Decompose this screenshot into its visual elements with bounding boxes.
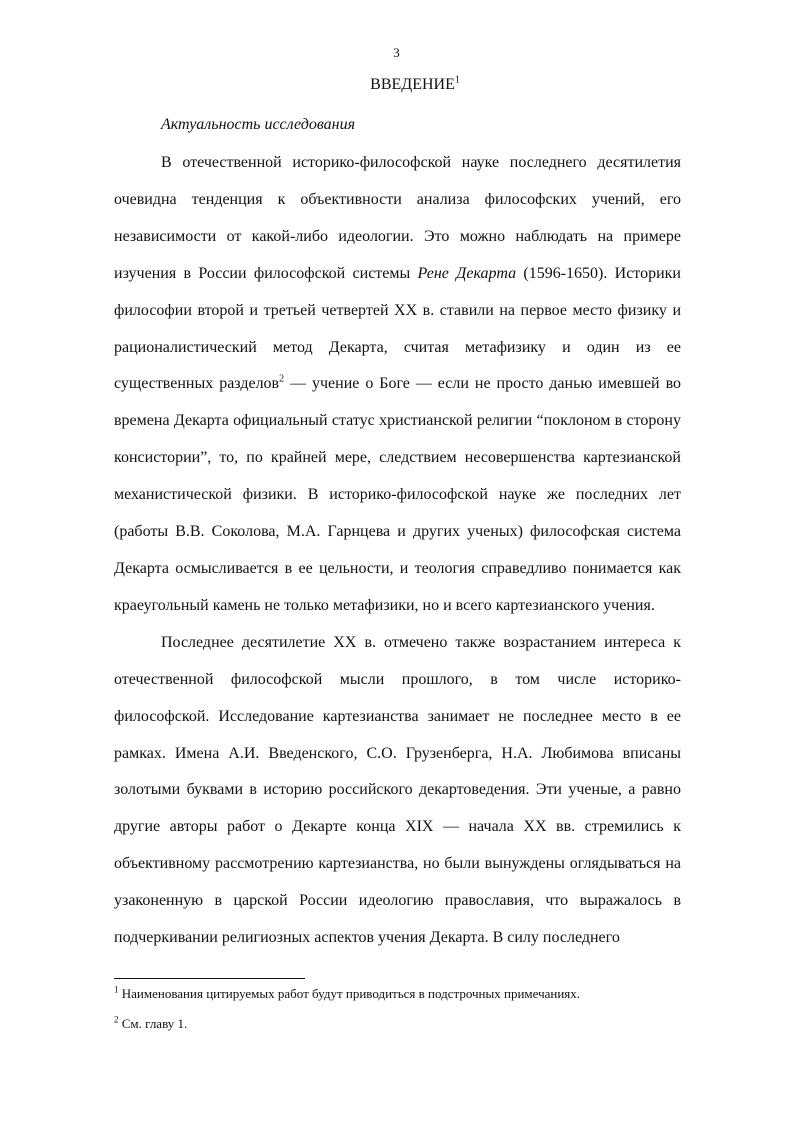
footnote-2-text: См. главу 1. xyxy=(118,1016,188,1031)
body-text xyxy=(114,145,681,957)
footnote-divider xyxy=(114,978,305,979)
footnote-ref-2: 2 xyxy=(279,374,285,386)
paragraph-2: Последнее десятилетие XX в. отмечено также возрастанием интереса к отечественной философской мысли прошлого, в том числе историко-философской. Исследование картезианства занимает не последнее место в ее рамках. Имена А.И. Введенского, С.О. Грузенберга, Н.А. Любимова вписаны золотыми буквами в историю российского декартоведения. Эти ученые, а равно другие авторы работ о Декарте конца XIX — начала XX вв. стремились к объективному рассмотрению картезианства, но были вынуждены оглядываться на узаконенную в царской России идеологию православия, что выражалось в подчеркивании религиозных аспектов учения Декарта. В силу последнего xyxy=(114,633,681,947)
paragraph-1-part-2: (1596-1650). Историки философии второй и третьей четвертей XX в. ставили на первое место физику и рационалистический метод Декарта, считая метафизику и один из ее существенных разделов xyxy=(114,264,681,393)
paragraph-1-part-1: В отечественной историко-философской науке последнего десятилетия очевидна тенденция к объективности анализа философских учений, его независимости от какой-либо идеологии. Это можно наблюдать на примере изучения в России философской системы xyxy=(114,154,681,282)
paragraph-1-part-3: — учение о Боге — если не просто данью имевшей во времена Декарта официальный статус христианской религии “поклоном в сторону консистории”, то, по крайней мере, следствием несовершенства картезианской механистической физики. В историко-философской науке же последних лет (работы В.В. Соколова, М.А. Гарнцева и других ученых) философская система Декарта осмысливается в ее цельности, и теология справедливо понимается как краеугольный камень не только метафизики, но и всего картезианского учения. xyxy=(114,375,682,614)
footnote-ref-1: 1 xyxy=(454,74,460,86)
paragraph-1 xyxy=(114,145,681,625)
footnote-1 xyxy=(114,986,580,1002)
page-number: 3 xyxy=(393,45,400,60)
footnote-1-text: Наименования цитируемых работ будут приводиться в подстрочных примечаниях. xyxy=(118,986,581,1001)
footnote-1-mark: 1 xyxy=(114,984,119,995)
person-name: Рене Декарта xyxy=(417,264,517,282)
footnote-2 xyxy=(114,1016,187,1032)
footnote-2-mark: 2 xyxy=(114,1014,119,1025)
page-title-text: ВВЕДЕНИЕ xyxy=(370,76,455,93)
section-subtitle: Актуальность исследования xyxy=(161,116,356,133)
page-title xyxy=(0,76,793,94)
